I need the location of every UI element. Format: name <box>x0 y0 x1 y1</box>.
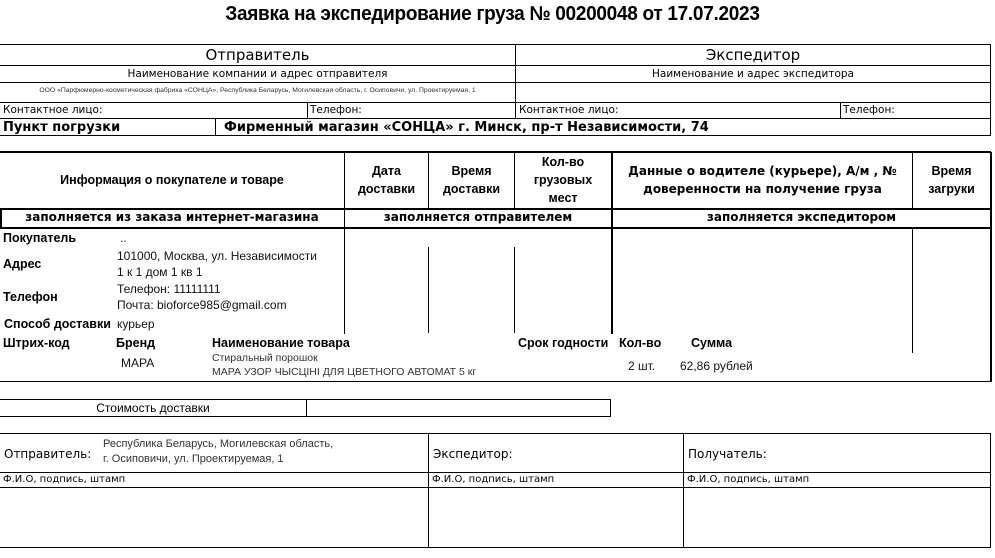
divider <box>428 247 429 333</box>
sign-sender-label: Отправитель: <box>4 447 92 461</box>
header-load-time-line1: Время <box>931 164 972 178</box>
goods-brand: МАРА <box>121 356 155 370</box>
sender-header: Отправитель <box>205 46 310 64</box>
header-driver-line1: Данные о водителе (курьере), А/м , № <box>628 164 897 178</box>
receiver-signature-area[interactable] <box>684 488 990 547</box>
delivery-cost-label: Стоимость доставки <box>96 401 210 415</box>
forwarder-phone-label: Телефон: <box>843 104 895 116</box>
sign-hint-forwarder: Ф.И.О, подпись, штамп <box>432 474 555 485</box>
header-driver-line2: доверенности на получение груза <box>643 182 882 196</box>
sign-hint-receiver: Ф.И.О, подпись, штамп <box>687 474 810 485</box>
delivery-cost-value[interactable] <box>307 400 610 416</box>
fill-note-shop: заполняется из заказа интернет-магазина <box>25 210 319 224</box>
divider <box>0 433 991 434</box>
header-places-line1: Кол-во <box>541 155 585 169</box>
sign-sender-address-line2: г. Осиповичи, ул. Проектируемая, 1 <box>103 453 284 465</box>
forwarder-contact-label: Контактное лицо: <box>519 104 619 116</box>
forwarder-header: Экспедитор <box>705 46 801 64</box>
buyer-label: Покупатель <box>3 231 77 245</box>
goods-header-expiry: Срок годности <box>518 336 609 350</box>
address-label: Адрес <box>3 257 42 271</box>
sender-name-label: Наименование компании и адрес отправителя <box>127 68 388 80</box>
forwarder-signature-area[interactable] <box>429 488 683 547</box>
email-value: Почта: bioforce985@gmail.com <box>117 298 287 312</box>
header-delivery-date-line1: Дата <box>372 164 401 178</box>
fill-note-forwarder: заполняется экспедитором <box>706 210 897 224</box>
goods-name-line2: МАРА УЗОР ЧЫСЦІНІ ДЛЯ ЦВЕТНОГО АВТОМАТ 5 кг <box>212 366 477 378</box>
divider <box>0 65 991 66</box>
divider <box>0 135 991 136</box>
phone-value: Телефон: 11111111 <box>117 282 221 296</box>
goods-header-barcode: Штрих-код <box>3 336 70 350</box>
fill-note-sender: заполняется отправителем <box>383 210 573 224</box>
buyer-value: .. <box>120 231 127 245</box>
header-delivery-time-line1: Время <box>451 164 492 178</box>
divider <box>0 416 611 417</box>
divider <box>0 82 991 83</box>
divider <box>610 399 611 416</box>
goods-sum: 62,86 рублей <box>680 359 753 373</box>
goods-name-line1: Стиральный порошок <box>212 352 318 364</box>
header-places-line2: грузовых <box>533 173 593 187</box>
divider <box>990 152 992 382</box>
divider <box>0 472 991 473</box>
sender-signature-area[interactable] <box>1 488 428 547</box>
address-line1: 101000, Москва, ул. Независимости <box>117 249 317 263</box>
forwarder-name-label: Наименование и адрес экспедитора <box>652 68 854 80</box>
goods-header-qty: Кол-во <box>619 336 662 350</box>
header-buyer-info: Информация о покупателе и товаре <box>60 173 284 187</box>
delivery-method-label: Способ доставки <box>4 317 111 331</box>
sign-hint-sender: Ф.И.О, подпись, штамп <box>3 474 126 485</box>
sign-forwarder-label: Экспедитор: <box>433 447 513 461</box>
sign-sender-address-line1: Республика Беларусь, Могилевская область, <box>103 438 334 450</box>
address-line2: 1 к 1 дом 1 кв 1 <box>117 265 203 279</box>
goods-header-name: Наименование товара <box>212 336 350 350</box>
sign-receiver-label: Получатель: <box>688 447 767 461</box>
sender-phone-label: Телефон: <box>310 104 362 116</box>
divider <box>0 381 991 382</box>
goods-header-brand: Бренд <box>116 336 156 350</box>
header-delivery-date-line2: доставки <box>357 182 416 196</box>
divider <box>990 433 991 548</box>
divider <box>912 228 913 353</box>
header-load-time-line2: загруки <box>928 182 975 196</box>
divider <box>215 118 216 135</box>
divider <box>0 547 991 548</box>
loading-point-value: Фирменный магазин «СОНЦА» г. Минск, пр-т Независимости, 74 <box>224 120 709 135</box>
phone-label: Телефон <box>3 290 58 304</box>
divider <box>307 102 308 118</box>
loading-point-label: Пункт погрузки <box>3 120 121 135</box>
divider <box>0 44 991 45</box>
divider <box>0 118 991 119</box>
divider <box>840 102 841 118</box>
divider <box>990 44 991 135</box>
header-places-line3: мест <box>548 191 578 205</box>
sender-contact-label: Контактное лицо: <box>3 104 103 116</box>
page-title: Заявка на экспедирование груза № 00200048 от 17.07.2023 <box>225 3 760 25</box>
delivery-method-value: курьер <box>117 317 155 331</box>
sender-name-value: ООО «Парфюмерно-косметическая фабрика «СОНЦА», Республика Беларусь, Могилевская область, г. Осиповичи, ул. Проектируемая, 1 <box>39 87 476 94</box>
divider <box>0 227 991 229</box>
goods-qty: 2 шт. <box>628 359 656 373</box>
divider <box>514 247 515 333</box>
divider <box>0 102 991 103</box>
goods-header-sum: Сумма <box>691 336 733 350</box>
divider <box>0 151 991 153</box>
header-delivery-time-line2: доставки <box>442 182 501 196</box>
